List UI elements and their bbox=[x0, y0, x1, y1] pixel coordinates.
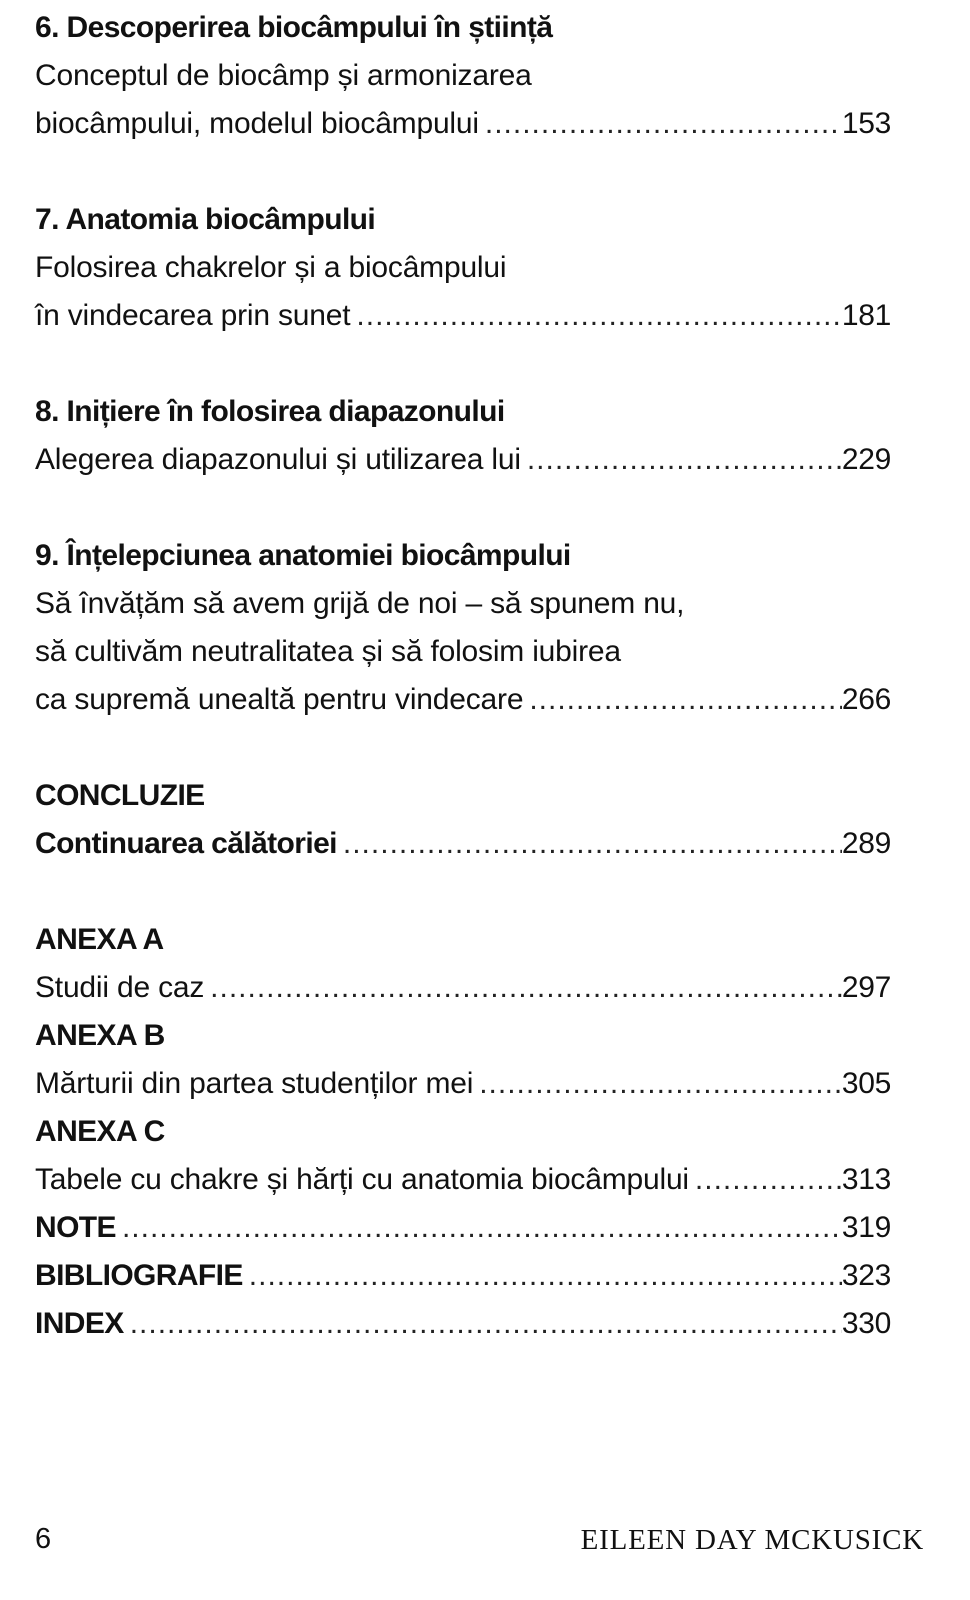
chapter-6-subtitle-line-2: biocâmpului, modelul biocâmpului bbox=[35, 107, 479, 140]
dot-leader bbox=[485, 100, 842, 148]
chapter-9-subtitle-line-3: ca supremă unealtă pentru vindecare bbox=[35, 683, 524, 716]
chapter-6-subtitle-line-1: Conceptul de biocâmp și armonizarea bbox=[35, 59, 532, 92]
chapter-7-subtitle-line-2: în vindecarea prin sunet bbox=[35, 299, 351, 332]
dot-leader bbox=[529, 676, 842, 724]
chapter-8-title: 8. Inițiere în folosirea diapazonului bbox=[35, 395, 505, 428]
chapter-9-subtitle-line-2: să cultivăm neutralitatea și să folosim iubirea bbox=[35, 635, 621, 668]
conclusion-page-number: 289 bbox=[841, 827, 891, 860]
toc-entry-conclusion[interactable] bbox=[35, 820, 891, 868]
chapter-9-title: 9. Înțelepciunea anatomiei biocâmpului bbox=[35, 539, 571, 572]
chapter-6-title: 6. Descoperirea biocâmpului în știință bbox=[35, 11, 553, 44]
chapter-8-subtitle: Alegerea diapazonului și utilizarea lui bbox=[35, 443, 521, 476]
toc-entry-notes[interactable] bbox=[35, 1204, 891, 1252]
bibliography-page-number: 323 bbox=[841, 1259, 891, 1292]
dot-leader bbox=[130, 1300, 842, 1348]
annex-c-title: ANEXA C bbox=[35, 1115, 165, 1148]
toc-entry-bibliography[interactable] bbox=[35, 1252, 891, 1300]
chapter-7-page-number: 181 bbox=[841, 299, 891, 332]
chapter-7-subtitle-line-1: Folosirea chakrelor și a biocâmpului bbox=[35, 251, 507, 284]
running-footer-author: EILEEN DAY MCKUSICK bbox=[580, 1524, 924, 1556]
bibliography-label: BIBLIOGRAFIE bbox=[35, 1259, 243, 1292]
toc-entry-chapter-9[interactable] bbox=[35, 676, 891, 724]
toc-entry-index[interactable] bbox=[35, 1300, 891, 1348]
dot-leader bbox=[527, 436, 842, 484]
chapter-7-title: 7. Anatomia biocâmpului bbox=[35, 203, 376, 236]
conclusion-title: CONCLUZIE bbox=[35, 779, 205, 812]
toc-entry-annex-b[interactable] bbox=[35, 1060, 891, 1108]
dot-leader bbox=[695, 1156, 842, 1204]
index-label: INDEX bbox=[35, 1307, 124, 1340]
toc-entry-chapter-8[interactable] bbox=[35, 436, 891, 484]
dot-leader bbox=[122, 1204, 842, 1252]
chapter-6-page-number: 153 bbox=[841, 107, 891, 140]
notes-page-number: 319 bbox=[841, 1211, 891, 1244]
annex-a-subtitle: Studii de caz bbox=[35, 971, 205, 1004]
chapter-9-subtitle-line-1: Să învățăm să avem grijă de noi – să spunem nu, bbox=[35, 587, 685, 620]
toc-entry-chapter-6[interactable] bbox=[35, 100, 891, 148]
annex-c-subtitle: Tabele cu chakre și hărți cu anatomia biocâmpului bbox=[35, 1163, 689, 1196]
toc-entry-chapter-7[interactable] bbox=[35, 292, 891, 340]
dot-leader bbox=[343, 820, 842, 868]
annex-b-subtitle: Mărturii din partea studenților mei bbox=[35, 1067, 474, 1100]
annex-b-title: ANEXA B bbox=[35, 1019, 165, 1052]
chapter-9-page-number: 266 bbox=[841, 683, 891, 716]
annex-a-title: ANEXA A bbox=[35, 923, 164, 956]
toc-entry-annex-a[interactable] bbox=[35, 964, 891, 1012]
dot-leader bbox=[356, 292, 841, 340]
notes-label: NOTE bbox=[35, 1211, 116, 1244]
toc-entry-annex-c[interactable] bbox=[35, 1156, 891, 1204]
dot-leader bbox=[479, 1060, 842, 1108]
annex-b-page-number: 305 bbox=[841, 1067, 891, 1100]
index-page-number: 330 bbox=[841, 1307, 891, 1340]
chapter-8-page-number: 229 bbox=[841, 443, 891, 476]
conclusion-subtitle: Continuarea călătoriei bbox=[35, 827, 337, 860]
annex-a-page-number: 297 bbox=[841, 971, 891, 1004]
page-number: 6 bbox=[35, 1523, 52, 1555]
dot-leader bbox=[249, 1252, 842, 1300]
dot-leader bbox=[210, 964, 842, 1012]
annex-c-page-number: 313 bbox=[841, 1163, 891, 1196]
table-of-contents bbox=[35, 4, 891, 1348]
